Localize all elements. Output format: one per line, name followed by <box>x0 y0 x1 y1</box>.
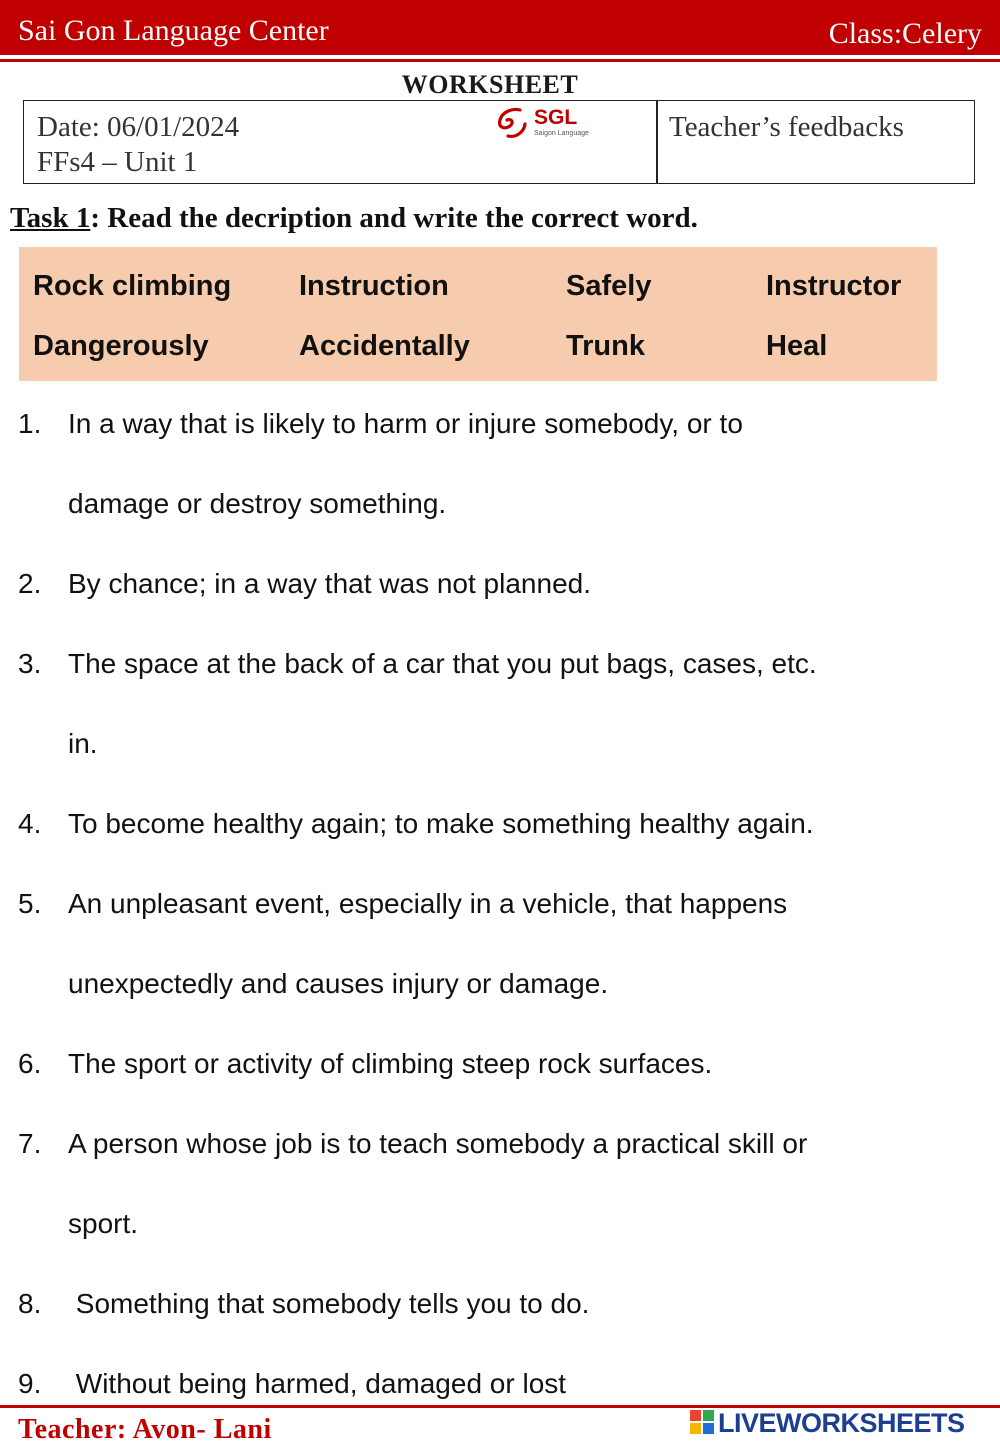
header-bar <box>0 0 1000 55</box>
sgl-swoosh-icon <box>494 106 530 140</box>
question-text: In a way that is likely to harm or injure somebody, or to <box>68 408 743 439</box>
task-label: Task 1 <box>10 202 91 234</box>
question-number: 3. <box>18 648 42 679</box>
question-number: 2. <box>18 568 42 599</box>
class-label: Class:Celery <box>828 17 982 50</box>
question-text: damage or destroy something. <box>68 488 447 519</box>
question-text: Without being harmed, damaged or lost <box>68 1368 567 1399</box>
question-text: An unpleasant event, especially in a vehicle, that happens <box>68 888 788 919</box>
date-text: Date: 06/01/2024 <box>37 111 240 143</box>
word-bank-word: Dangerously <box>33 330 209 362</box>
word-bank-word: Heal <box>766 330 828 362</box>
word-bank-word: Trunk <box>566 330 645 362</box>
question-number: 4. <box>18 808 42 839</box>
teacher-name: Teacher: Avon- Lani <box>18 1414 272 1445</box>
center-name: Sai Gon Language Center <box>18 14 329 47</box>
question-text: A person whose job is to teach somebody a practical skill or <box>68 1128 808 1159</box>
logo-text: SGL <box>534 106 578 129</box>
word-bank-word: Instruction <box>299 270 449 302</box>
task-instruction: : Read the decription and write the correct word. <box>90 202 698 234</box>
liveworksheets-logo-icon <box>690 1410 714 1434</box>
question-text: unexpectedly and causes injury or damage. <box>68 968 609 999</box>
info-box <box>23 100 975 184</box>
unit-text: FFs4 – Unit 1 <box>37 146 198 178</box>
logo-subtext: Saigon Language <box>534 130 589 137</box>
liveworksheets-text: LIVEWORKSHEETS <box>718 1408 965 1438</box>
word-bank-word: Rock climbing <box>33 270 232 302</box>
sgl-logo <box>494 106 594 142</box>
question-number: 7. <box>18 1128 42 1159</box>
word-bank-word: Safely <box>566 270 652 302</box>
question-text: sport. <box>68 1208 139 1239</box>
word-bank-word: Accidentally <box>299 330 470 362</box>
worksheet-title: WORKSHEET <box>401 70 579 99</box>
question-number: 5. <box>18 888 42 919</box>
question-text: in. <box>68 728 98 759</box>
feedback-label: Teacher’s feedbacks <box>669 111 904 143</box>
question-text: By chance; in a way that was not planned. <box>68 568 591 599</box>
question-text: The space at the back of a car that you put bags, cases, etc. <box>68 648 817 679</box>
word-bank <box>19 247 937 381</box>
question-number: 1. <box>18 408 42 439</box>
question-number: 9. <box>18 1368 42 1399</box>
word-bank-word: Instructor <box>766 270 902 302</box>
question-text: To become healthy again; to make something healthy again. <box>68 808 814 839</box>
question-number: 6. <box>18 1048 42 1079</box>
question-number: 8. <box>18 1288 42 1319</box>
header-divider <box>0 59 1000 62</box>
question-text: The sport or activity of climbing steep rock surfaces. <box>68 1048 713 1079</box>
question-text: Something that somebody tells you to do. <box>68 1288 590 1319</box>
task-heading <box>10 202 698 235</box>
info-box-divider <box>656 101 658 183</box>
